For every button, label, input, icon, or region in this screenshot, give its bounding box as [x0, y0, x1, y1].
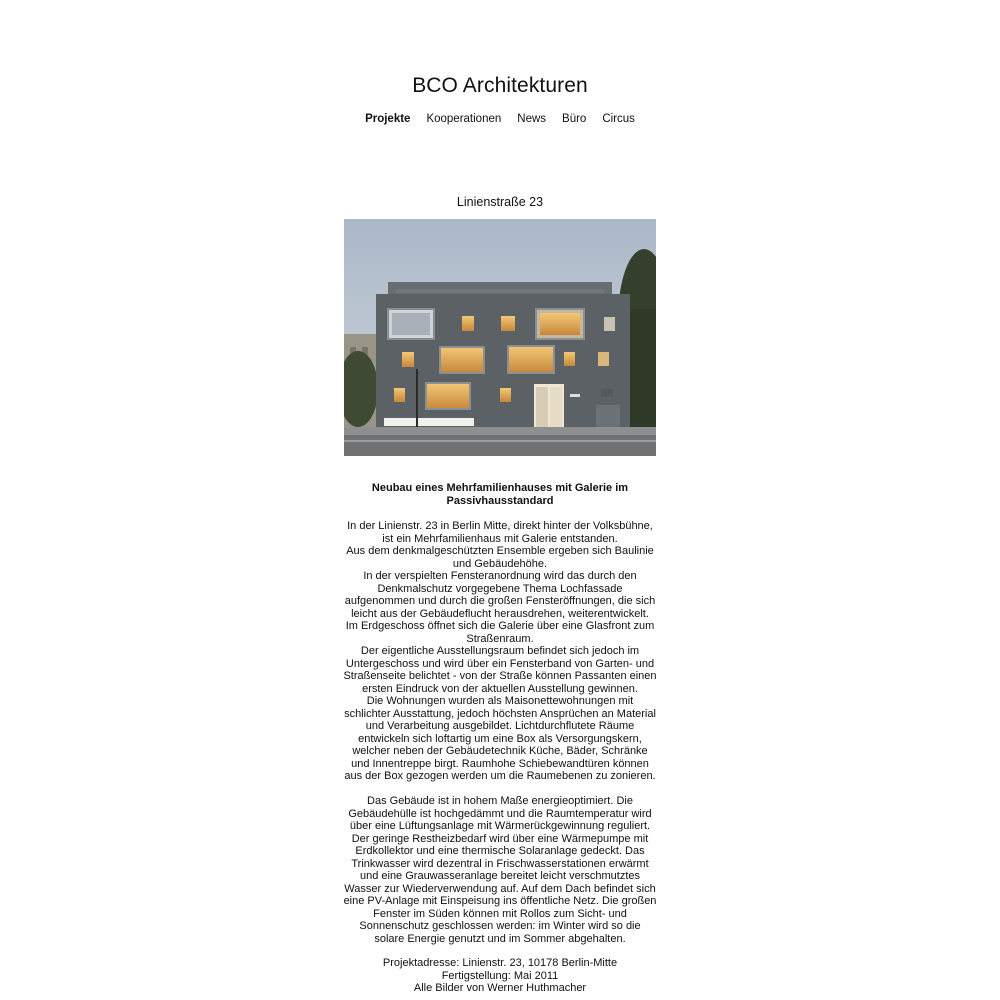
- nav-item-kooperationen[interactable]: Kooperationen: [426, 113, 502, 125]
- project-credits: Alle Bilder von Werner Huthmacher: [413, 982, 587, 994]
- nav-item-buero[interactable]: Büro: [562, 113, 587, 125]
- project-photo[interactable]: [344, 219, 656, 456]
- project-title: Linienstraße 23: [456, 195, 544, 209]
- nav-item-circus[interactable]: Circus: [602, 113, 635, 125]
- description-paragraph-1: In der Linienstr. 23 in Berlin Mitte, direkt hinter der Volksbühne, ist ein Mehrfamilienhaus mit Galerie entstanden. Aus dem denkmalgeschützten Ensemble ergeben sich Baulinie und Gebäudehöhe. In der verspielten Fensteranordnung wird das durch den Denkmalschutz vorgegebene Thema Lochfassade aufgenommen und durch die großen Fensteröffnungen, die sich leicht aus der Gebäudeflucht herausdrehen, weiterentwickelt. Im Erdgeschoss öffnet sich die Galerie über eine Glasfront zum Straßenraum. Der eigentliche Ausstellungsraum befindet sich jedoch im Untergeschoss und wird über ein Fensterband von Garten- und Straßenseite belichtet - von der Straße können Passanten einen ersten Eindruck von der aktuellen Ausstellung gewinnen. Die Wohnungen wurden als Maisonettewohnungen mit schlichter Ausstattung, jedoch höchsten Ansprüchen an Material und Verarbeitung ausgebildet. Lichtdurchflutete Räume entwickeln sich loftartig um eine Box als Versorgungskern, welcher neben der Gebäudetechnik Küche, Bäder, Schränke und Innentreppe birgt. Raumhohe Schiebewandtüren können aus der Box gezogen werden um die Raumebenen zu zonieren.: [343, 520, 657, 782]
- description-paragraph-2: Das Gebäude ist in hohem Maße energieoptimiert. Die Gebäudehülle ist hochgedämmt und die Raumtemperatur wird über eine Lüftungsanlage mit Wärmerückgewinnung reguliert. Der geringe Restheizbedarf wird über eine Wärmepumpe mit Erdkollektor und eine thermische Solaranlage gedeckt. Das Trinkwasser wird dezentral in Frischwasserstationen erwärmt und eine Grauwasseranlage bereitet leicht verschmutztes Wasser zur Wiederverwendung auf. Auf dem Dach befindet sich eine PV-Anlage mit Einspeisung ins öffentliche Netz. Die großen Fenster im Süden können mit Rollos zum Sicht- und Sonnenschutz geschlossen werden: im Winter wird so die solare Energie genutzt und im Sommer abgehalten.: [343, 795, 657, 945]
- main-nav: [0, 113, 1000, 125]
- project-meta: [343, 957, 657, 995]
- project-description: [343, 482, 657, 995]
- nav-item-projekte[interactable]: Projekte: [365, 113, 411, 125]
- nav-item-news[interactable]: News: [517, 113, 547, 125]
- project-address: Projektadresse: Linienstr. 23, 10178 Berlin-Mitte: [382, 957, 618, 969]
- site-title[interactable]: BCO Architekturen: [412, 74, 588, 97]
- project-completion: Fertigstellung: Mai 2011: [441, 969, 559, 982]
- project-headline: Neubau eines Mehrfamilienhauses mit Galerie im Passivhausstandard: [371, 482, 629, 507]
